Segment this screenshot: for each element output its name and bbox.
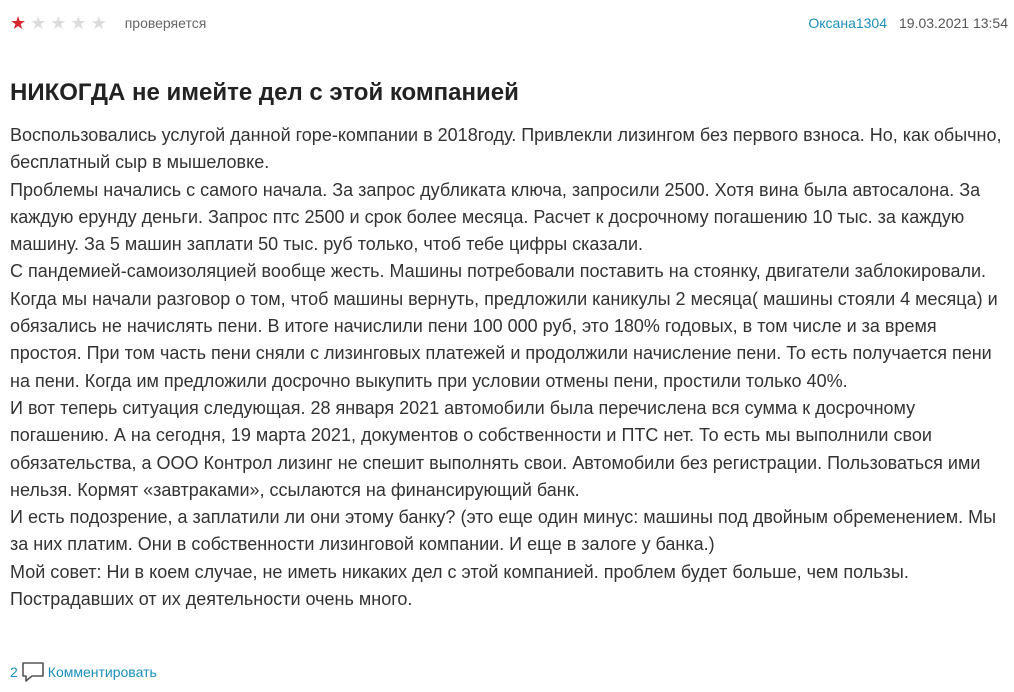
star-icon: ★ — [50, 13, 67, 33]
rating-stars — [10, 13, 107, 33]
star-icon: ★ — [90, 13, 107, 33]
comment-link[interactable]: Комментировать — [47, 664, 157, 680]
review-paragraph: И вот теперь ситуация следующая. 28 января 2021 автомобили была перечислена вся сумма к досрочному погашению. А на сегодня, 19 марта 2021, документов о собственности и ПТС нет. То есть мы выполнили свои обязательства, а ООО Контрол лизинг не спешит выполнять свои. Автомобили без регистрации. Пользоваться ими нельзя. Кормят «завтраками», ссылаются на финансирующий банк. — [10, 397, 981, 500]
comments-count: 2 — [10, 664, 18, 680]
review-paragraph: Проблемы начались с самого начала. За запрос дубликата ключа, запросили 2500. Хотя вина была автосалона. За каждую ерунду деньги. Запрос птс 2500 и срок более месяца. Расчет к досрочному погашению 10 тыс. за каждую машину. За 5 машин заплати 50 тыс. руб только, чтоб тебе цифры сказали. — [10, 179, 981, 255]
moderation-status: проверяется — [124, 15, 207, 31]
review-paragraph: Воспользовались услугой данной горе-компании в 2018году. Привлекли лизингом без первого взноса. Но, как обычно, бесплатный сыр в мышеловке. — [10, 125, 1002, 173]
review-body — [10, 122, 1008, 613]
review-paragraph: И есть подозрение, а заплатили ли они этому банку? (это еще один минус: машины под двойным обременением. Мы за них платим. Они в собственности лизинговой компании. И еще в залоге у банка.) — [10, 507, 997, 555]
review-date: 19.03.2021 13:54 — [899, 15, 1008, 31]
review-meta — [10, 12, 1008, 34]
star-icon: ★ — [70, 13, 87, 33]
review-paragraph: Мой совет: Ни в коем случае, не иметь никаких дел с этой компанией. проблем будет больше, чем пользы. Пострадавших от их деятельности очень много. — [10, 561, 909, 610]
review-title: НИКОГДА не имейте дел с этой компанией — [10, 79, 519, 106]
author-link[interactable]: Оксана1304 — [808, 15, 887, 31]
star-icon: ★ — [30, 13, 47, 33]
review-footer — [10, 660, 157, 684]
star-icon: ★ — [10, 13, 27, 33]
comment-bubble-icon[interactable] — [20, 660, 46, 684]
review-paragraph: С пандемией-самоизоляцией вообще жесть. Машины потребовали поставить на стоянку, двигатели заблокировали. Когда мы начали разговор о том, чтоб машины вернуть, предложили каникулы 2 месяца( машины стояли 4 месяца) и обязались не начислять пени. В итоге начислили пени 100 000 руб, это 180% годовых, в том числе и за время простоя. При том часть пени сняли с лизинговых платежей и продолжили начисление пени. То есть получается пени на пени. Когда им предложили досрочно выкупить при условии отмены пени, простили только 40%. — [10, 261, 998, 391]
